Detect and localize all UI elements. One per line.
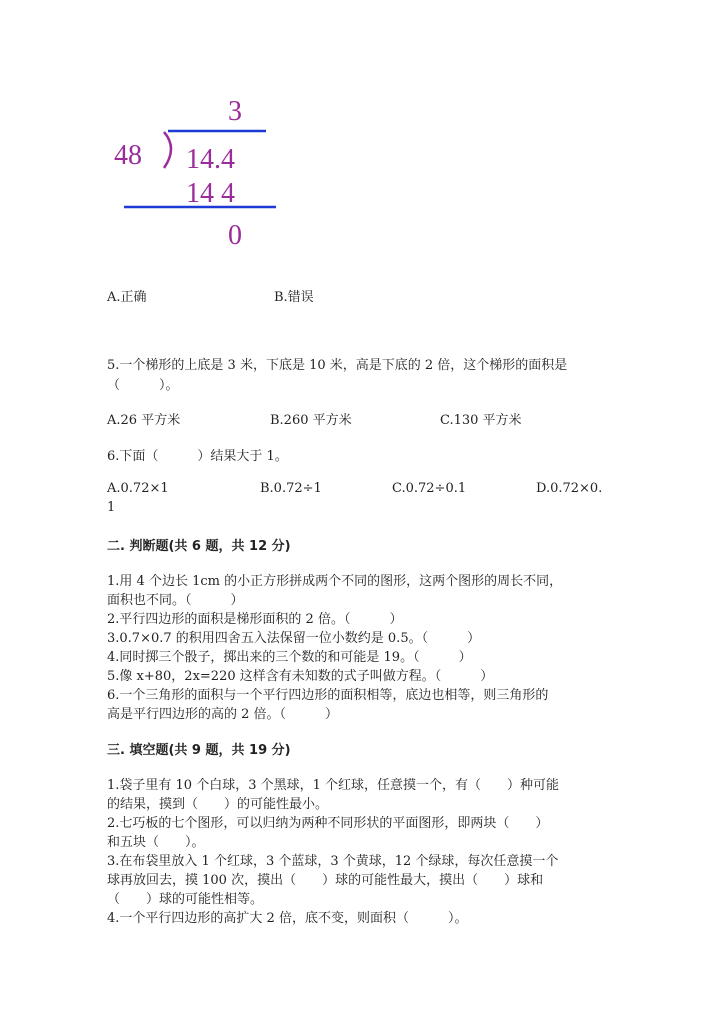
s2-line: 高是平行四边形的高的 2 倍。（ ） (107, 707, 339, 722)
quotient: 3 (228, 96, 242, 127)
remainder: 0 (228, 220, 242, 251)
s2-line: 面积也不同。（ ） (107, 593, 244, 608)
s3-line: 的结果，摸到（ ）的可能性最小。 (107, 797, 329, 812)
s3-line: 球再放回去，摸 100 次，摸出（ ）球的可能性最大，摸出（ ）球和 (107, 873, 544, 888)
q5-option-a[interactable]: A.26 平方米 (107, 413, 181, 428)
dividend: 14.4 (186, 144, 235, 175)
option-a-correct[interactable]: A.正确 (107, 290, 147, 305)
s2-line: 1.用 4 个边长 1cm 的小正方形拼成两个不同的图形，这两个图形的周长不同， (107, 574, 563, 589)
option-b-wrong[interactable]: B.错误 (274, 290, 314, 305)
divisor: 48 (114, 140, 142, 171)
long-division-figure (100, 88, 300, 258)
q5-option-c[interactable]: C.130 平方米 (440, 413, 522, 428)
section-3-title: 三. 填空题(共 9 题，共 19 分) (107, 743, 291, 758)
q6-stem: 6.下面（ ）结果大于 1。 (107, 449, 288, 464)
q6-option-a[interactable]: A.0.72×1 (107, 481, 169, 496)
partial-product: 14 4 (186, 178, 235, 209)
s2-line: 4.同时掷三个骰子，掷出来的三个数的和可能是 19。（ ） (107, 650, 472, 665)
s3-line: 和五块（ ）。 (107, 835, 205, 850)
q6-option-c[interactable]: C.0.72÷0.1 (392, 481, 467, 496)
q6-option-b[interactable]: B.0.72÷1 (260, 481, 322, 496)
s3-line: 3.在布袋里放入 1 个红球，3 个蓝球，3 个黄球，12 个绿球，每次任意摸一个 (107, 854, 559, 869)
q6-option-d[interactable]: D.0.72×0. (536, 481, 603, 496)
s3-line: 4.一个平行四边形的高扩大 2 倍，底不变，则面积（ ）。 (107, 911, 468, 926)
s3-line: 2.七巧板的七个图形，可以归纳为两种不同形状的平面图形，即两块（ ） (107, 816, 549, 831)
s2-line: 3.0.7×0.7 的积用四舍五入法保留一位小数约是 0.5。（ ） (107, 631, 481, 646)
s3-line: 1.袋子里有 10 个白球，3 个黑球，1 个红球，任意摸一个，有（ ）种可能 (107, 778, 560, 793)
q5-stem-line2: （ ）。 (107, 378, 179, 393)
s2-line: 5.像 x+80，2x=220 这样含有未知数的式子叫做方程。（ ） (107, 669, 494, 684)
q6-option-d-wrap: 1 (107, 500, 116, 515)
s2-line: 2.平行四边形的面积是梯形面积的 2 倍。（ ） (107, 612, 403, 627)
s2-line: 6.一个三角形的面积与一个平行四边形的面积相等，底边也相等，则三角形的 (107, 688, 549, 703)
q5-option-b[interactable]: B.260 平方米 (270, 413, 352, 428)
section-2-title: 二. 判断题(共 6 题，共 12 分) (107, 539, 291, 554)
q5-stem-line1: 5.一个梯形的上底是 3 米，下底是 10 米，高是下底的 2 倍，这个梯形的面积是 (107, 358, 568, 373)
division-bracket (164, 132, 171, 168)
s3-line: （ ）球的可能性相等。 (107, 892, 264, 907)
